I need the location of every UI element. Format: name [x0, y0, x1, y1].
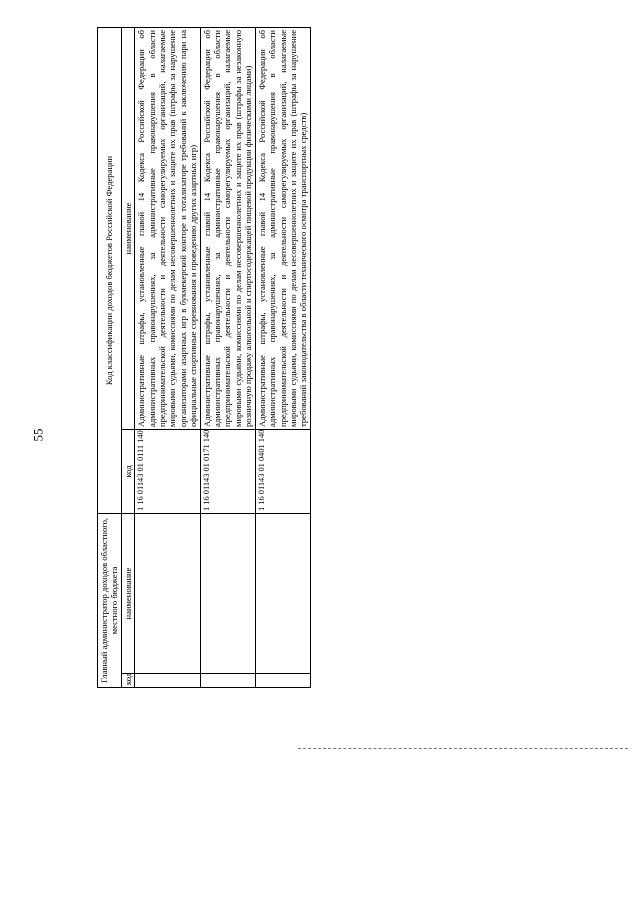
admin-name-header: наименование — [121, 513, 134, 673]
revenue-classification-table — [97, 27, 311, 688]
table-row — [200, 27, 255, 687]
row-description: Административные штрафы, установленные главой 14 Кодекса Российской Федерации об административных правонарушениях, за административные правонарушения в области предпринимательской деятельности и деятельности саморегулируемых организаций, налагаемые мировыми судьями, комиссиями по делам несовершеннолетних и защите их прав (штрафы за нарушение требований законодательства в области технического осмотра транспортных средств) — [255, 27, 310, 429]
classification-group-header: Код классификации доходов бюджетов Российской Федерации — [98, 27, 122, 513]
table-row — [135, 27, 200, 687]
row-admin-code — [135, 674, 200, 688]
scan-edge-line — [298, 748, 628, 749]
page-number: 55 — [30, 428, 46, 442]
landscape-table-wrapper — [97, 28, 527, 688]
class-code-header: код — [121, 429, 134, 513]
row-admin-code — [255, 674, 310, 688]
row-classification-code: 1 16 01143 01 0401 140 — [255, 429, 310, 513]
row-description: Административные штрафы, установленные главой 14 Кодекса Российской Федерации об административных правонарушениях, за административные правонарушения в области предпринимательской деятельности и деятельности саморегулируемых организаций, налагаемые мировыми судьями, комиссиями по делам несовершеннолетних и защите их прав (штрафы за нарушение организаторами азартных игр в букмекерской конторе и тотализаторе требований к заключению пари на официальные спортивные соревнования и проведению других азартных игр) — [135, 27, 200, 429]
row-admin-name — [200, 513, 255, 673]
row-admin-code — [200, 674, 255, 688]
table-row — [255, 27, 310, 687]
table-header-row-1 — [98, 27, 122, 687]
row-admin-name — [255, 513, 310, 673]
table-header-row-2 — [121, 27, 134, 687]
row-description: Административные штрафы, установленные главой 14 Кодекса Российской Федерации об административных правонарушениях, за административные правонарушения в области предпринимательской деятельности и деятельности саморегулируемых организаций, налагаемые мировыми судьями, комиссиями по делам несовершеннолетних и защите их прав (штрафы за незаконную розничную продажу алкогольной и спиртосодержащей пищевой продукции физическими лицами) — [200, 27, 255, 429]
rotated-page-content — [97, 28, 527, 688]
row-classification-code: 1 16 01143 01 0111 140 — [135, 429, 200, 513]
admin-code-header: код — [121, 674, 134, 688]
admin-group-header: Главный администратор доходов областного, местного бюджета — [98, 513, 122, 687]
row-admin-name — [135, 513, 200, 673]
class-name-header: наименование — [121, 27, 134, 429]
row-classification-code: 1 16 01143 01 0171 140 — [200, 429, 255, 513]
